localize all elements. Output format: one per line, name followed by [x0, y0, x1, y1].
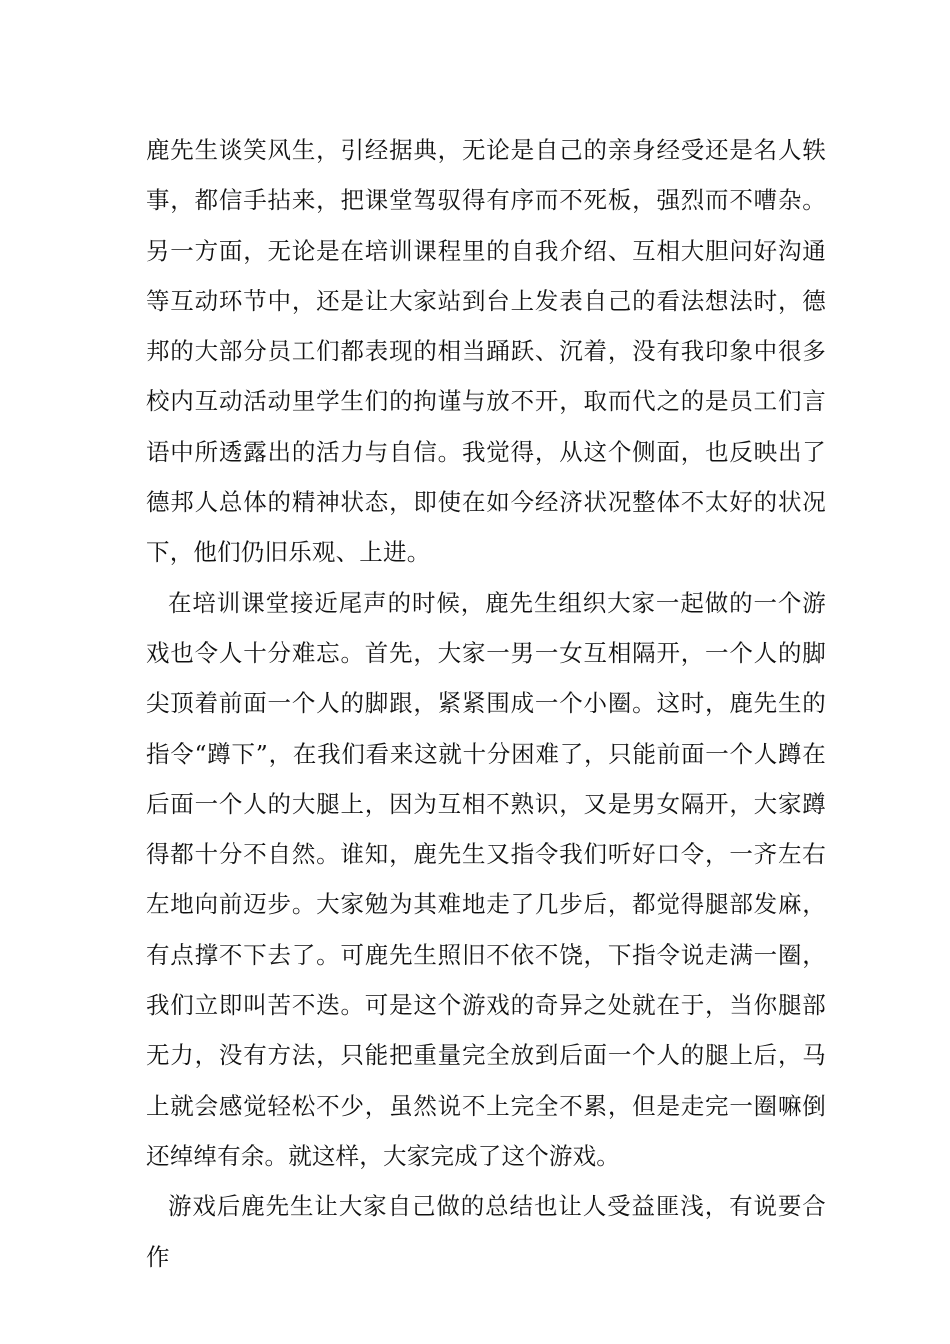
paragraph-1: 鹿先生谈笑风生，引经据典，无论是自己的亲身经受还是名人轶事，都信手拈来，把课堂驾驭得有序而不死板，强烈而不嘈杂。另一方面，无论是在培训课程里的自我介绍、互相大胆问好沟通等互动环节中，还是让大家站到台上发表自己的看法想法时，德邦的大部分员工们都表现的相当踊跃、沉着，没有我印象中很多校内互动活动里学生们的拘谨与放不开，取而代之的是员工们言语中所透露出的活力与自信。我觉得，从这个侧面，也反映出了德邦人总体的精神状态，即使在如今经济状况整体不太好的状况下，他们仍旧乐观、上进。 [146, 136, 826, 567]
paragraph-3: 游戏后鹿先生让大家自己做的总结也让人受益匪浅，有说要合作 [146, 1192, 826, 1271]
document-body [146, 125, 826, 1282]
paragraph-2: 在培训课堂接近尾声的时候，鹿先生组织大家一起做的一个游戏也令人十分难忘。首先，大家一男一女互相隔开，一个人的脚尖顶着前面一个人的脚跟，紧紧围成一个小圈。这时，鹿先生的指令“蹲下”，在我们看来这就十分困难了，只能前面一个人蹲在后面一个人的大腿上，因为互相不熟识，又是男女隔开，大家蹲得都十分不自然。谁知，鹿先生又指令我们听好口令，一齐左右左地向前迈步。大家勉为其难地走了几步后，都觉得腿部发麻，有点撑不下去了。可鹿先生照旧不依不饶，下指令说走满一圈，我们立即叫苦不迭。可是这个游戏的奇异之处就在于，当你腿部无力，没有方法，只能把重量完全放到后面一个人的腿上后，马上就会感觉轻松不少，虽然说不上完全不累，但是走完一圈嘛倒还绰绰有余。就这样，大家完成了这个游戏。 [146, 588, 826, 1170]
